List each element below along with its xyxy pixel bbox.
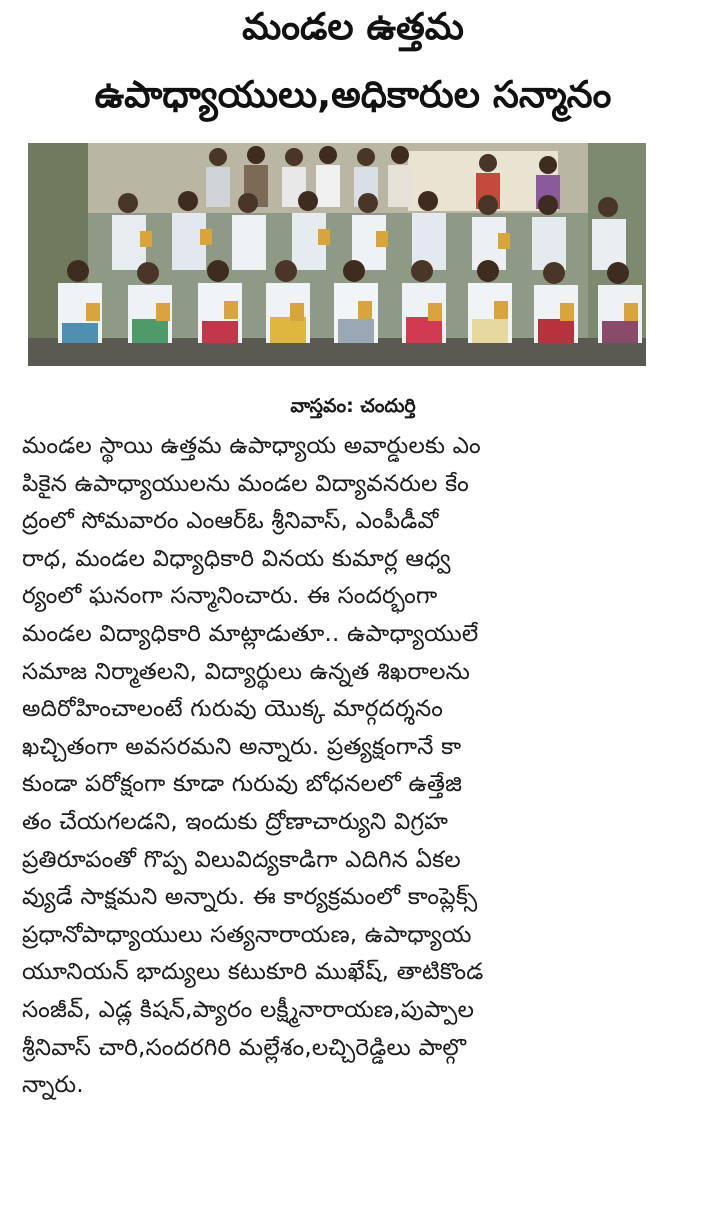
article-body-line: అదిరోహించాలంటే గురువు యొక్క మార్గదర్శనం: [22, 696, 444, 723]
article-body: [22, 428, 662, 1105]
article-body-line: రాధ, మండల విధ్యాధికారి వినయ కుమార్ల ఆధ్వ: [22, 545, 451, 572]
dateline: వాస్తవం: చందుర్తి: [290, 395, 416, 417]
article-body-line: ప్రధానోపాధ్యాయులు సత్యనారాయణ, ఉపాధ్యాయ: [22, 921, 472, 948]
headline-line-1: మండల ఉత్తమ: [242, 5, 464, 48]
felicitation-group-photo: [28, 143, 646, 366]
article-body-line: తం చేయగలడని, ఇందుకు ద్రోణాచార్యుని విగ్రహ: [22, 808, 449, 835]
article-body-line: శ్రీనివాస్ చారి,సందరగిరి మల్లేశం,లచ్చిరెడ్డిలు పాల్గొ: [22, 1034, 467, 1061]
article-body-line: ర్యంలో ఘనంగా సన్మానించారు. ఈ సందర్భంగా: [22, 583, 438, 610]
article-body-line: కుండా పరోక్షంగా కూడా గురువు బోధనలలో ఉత్తేజి: [22, 771, 463, 798]
article-body-line: వ్యుడే సాక్షమని అన్నారు. ఈ కార్యక్రమంలో కాంప్లెక్స్: [22, 884, 478, 911]
article-body-line: ద్రంలో సోమవారం ఎంఆర్ఓ శ్రీనివాస్, ఎంపీడీవో: [22, 508, 439, 535]
article-body-line: పికైన ఉపాధ్యాయులను మండల విద్యావనరుల కేం: [22, 470, 470, 497]
article-body-line: ప్రతిరూపంతో గొప్ప విలువిద్యకాడిగా ఎదిగిన ఏకల: [22, 846, 461, 873]
article-body-line: సమాజ నిర్మాతలని, విద్యార్థులు ఉన్నత శిఖరాలను: [22, 658, 470, 685]
article-body-line: సంజీవ్, ఎడ్ల కిషన్,ప్యారం లక్ష్మీనారాయణ,పుప్పాల: [22, 996, 475, 1023]
article-body-line: ఖచ్చితంగా అవసరమని అన్నారు. ప్రత్యక్షంగానే కా: [22, 733, 462, 760]
article-body-line: మండల స్థాయి ఉత్తమ ఉపాధ్యాయ అవార్డులకు ఎం: [22, 433, 481, 459]
article-body-line: యూనియన్ భాద్యులు కటుకూరి ముఖేష్, తాటికొండ: [22, 959, 484, 986]
article-body-line: న్నారు.: [22, 1072, 84, 1099]
headline-line-2: ఉపాధ్యాయులు,అధికారుల సన్మానం: [94, 73, 612, 116]
article-body-line: మండల విద్యాధికారి మాట్లాడుతూ.. ఉపాధ్యాయులే: [22, 620, 479, 647]
